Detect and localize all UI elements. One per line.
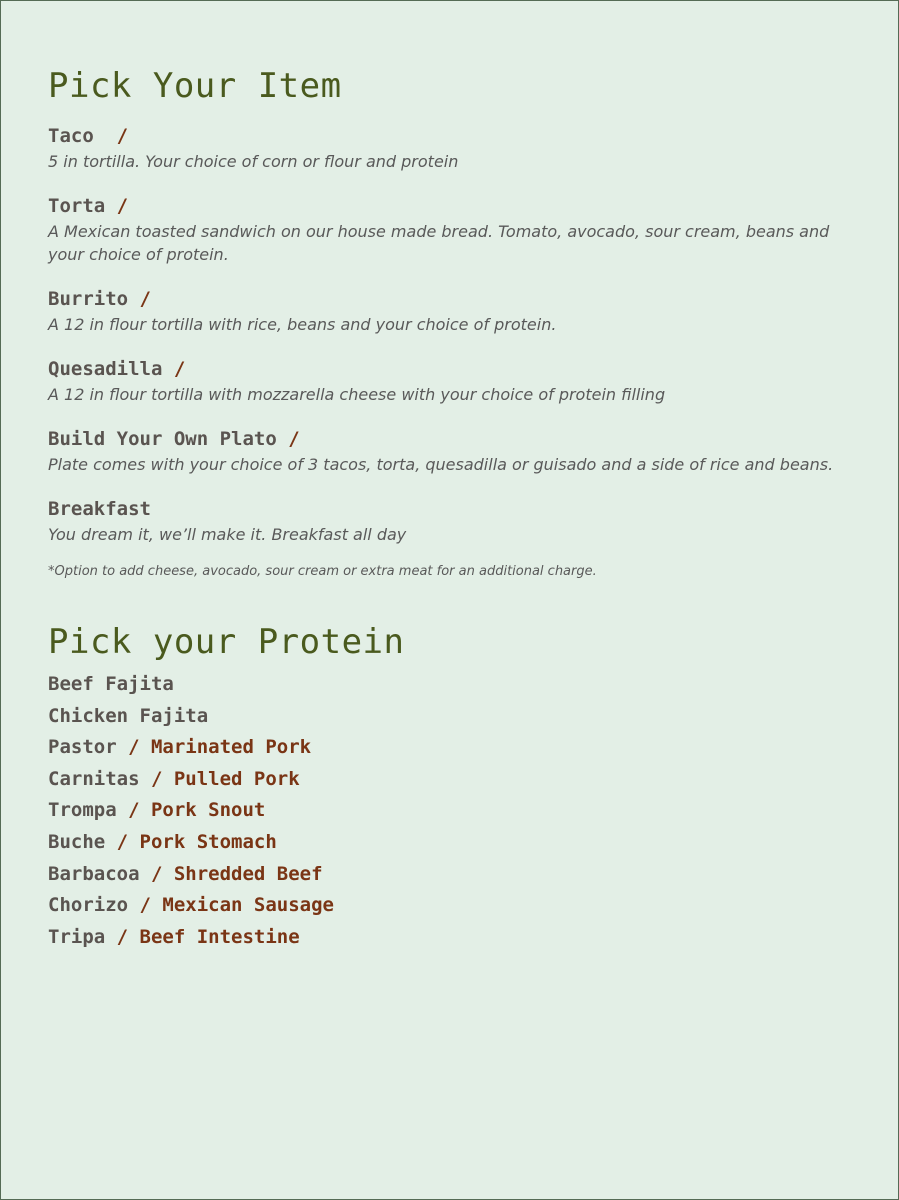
- item-name: Breakfast: [48, 498, 151, 520]
- item-separator: /: [173, 358, 186, 380]
- protein-name: Buche: [48, 830, 117, 853]
- item-heading: [48, 123, 858, 149]
- menu-item-taco: [48, 123, 858, 173]
- protein-section-title: Pick your Protein: [48, 622, 405, 662]
- item-heading: [48, 356, 858, 382]
- protein-name: Chorizo: [48, 894, 140, 917]
- protein-name: Chicken Fajita: [48, 704, 209, 727]
- protein-item: [48, 732, 858, 764]
- item-description: A 12 in flour tortilla with rice, beans and your choice of protein.: [48, 315, 557, 334]
- item-description: Plate comes with your choice of 3 tacos, torta, quesadilla or guisado and a side of rice and beans.: [48, 455, 834, 474]
- item-description: You dream it, we’ll make it. Breakfast all day: [48, 525, 407, 544]
- item-description: A Mexican toasted sandwich on our house made bread. Tomato, avocado, sour cream, beans and your choice of protein.: [48, 222, 830, 264]
- protein-item: [48, 669, 858, 701]
- protein-name: Tripa: [48, 925, 117, 948]
- protein-list: [48, 669, 858, 953]
- protein-item: [48, 795, 858, 827]
- item-name: Burrito: [48, 288, 140, 310]
- item-name: Taco: [48, 125, 117, 147]
- protein-translation: / Mexican Sausage: [139, 894, 334, 917]
- item-name: Build Your Own Plato: [48, 428, 289, 450]
- item-heading: [48, 426, 858, 452]
- item-heading: [48, 496, 858, 522]
- protein-translation: / Beef Intestine: [116, 925, 300, 948]
- item-heading: [48, 286, 858, 312]
- item-heading: [48, 193, 858, 219]
- protein-name: Barbacoa: [48, 862, 151, 885]
- menu-page: [48, 63, 858, 953]
- protein-item: [48, 827, 858, 859]
- protein-translation: / Pulled Pork: [150, 767, 300, 790]
- item-separator: /: [116, 125, 129, 147]
- protein-translation: / Pork Stomach: [116, 830, 277, 853]
- item-separator: /: [139, 288, 151, 310]
- protein-item: [48, 764, 858, 796]
- menu-item-burrito: [48, 286, 858, 336]
- item-separator: /: [288, 428, 300, 450]
- items-section-title: Pick Your Item: [48, 66, 342, 106]
- item-description: 5 in tortilla. Your choice of corn or flour and protein: [48, 152, 459, 171]
- item-separator: /: [116, 195, 129, 217]
- protein-item: [48, 922, 858, 954]
- menu-item-torta: [48, 193, 858, 266]
- menu-item-quesadilla: [48, 356, 858, 406]
- item-description: A 12 in flour tortilla with mozzarella cheese with your choice of protein filling: [48, 385, 666, 404]
- menu-item-breakfast: [48, 496, 858, 581]
- menu-item-build-your-own-plato: [48, 426, 858, 476]
- protein-name: Pastor: [48, 736, 129, 759]
- protein-name: Carnitas: [48, 767, 151, 790]
- protein-item: [48, 701, 858, 733]
- protein-item: [48, 890, 858, 922]
- protein-translation: / Pork Snout: [128, 799, 266, 822]
- item-name: Torta: [48, 195, 117, 217]
- add-on-note: *Option to add cheese, avocado, sour cream or extra meat for an additional charge.: [48, 564, 597, 579]
- protein-translation: / Shredded Beef: [150, 862, 323, 885]
- protein-item: [48, 859, 858, 891]
- protein-name: Beef Fajita: [48, 673, 174, 695]
- protein-translation: / Marinated Pork: [128, 736, 312, 759]
- protein-name: Trompa: [48, 799, 129, 822]
- item-name: Quesadilla: [48, 358, 174, 380]
